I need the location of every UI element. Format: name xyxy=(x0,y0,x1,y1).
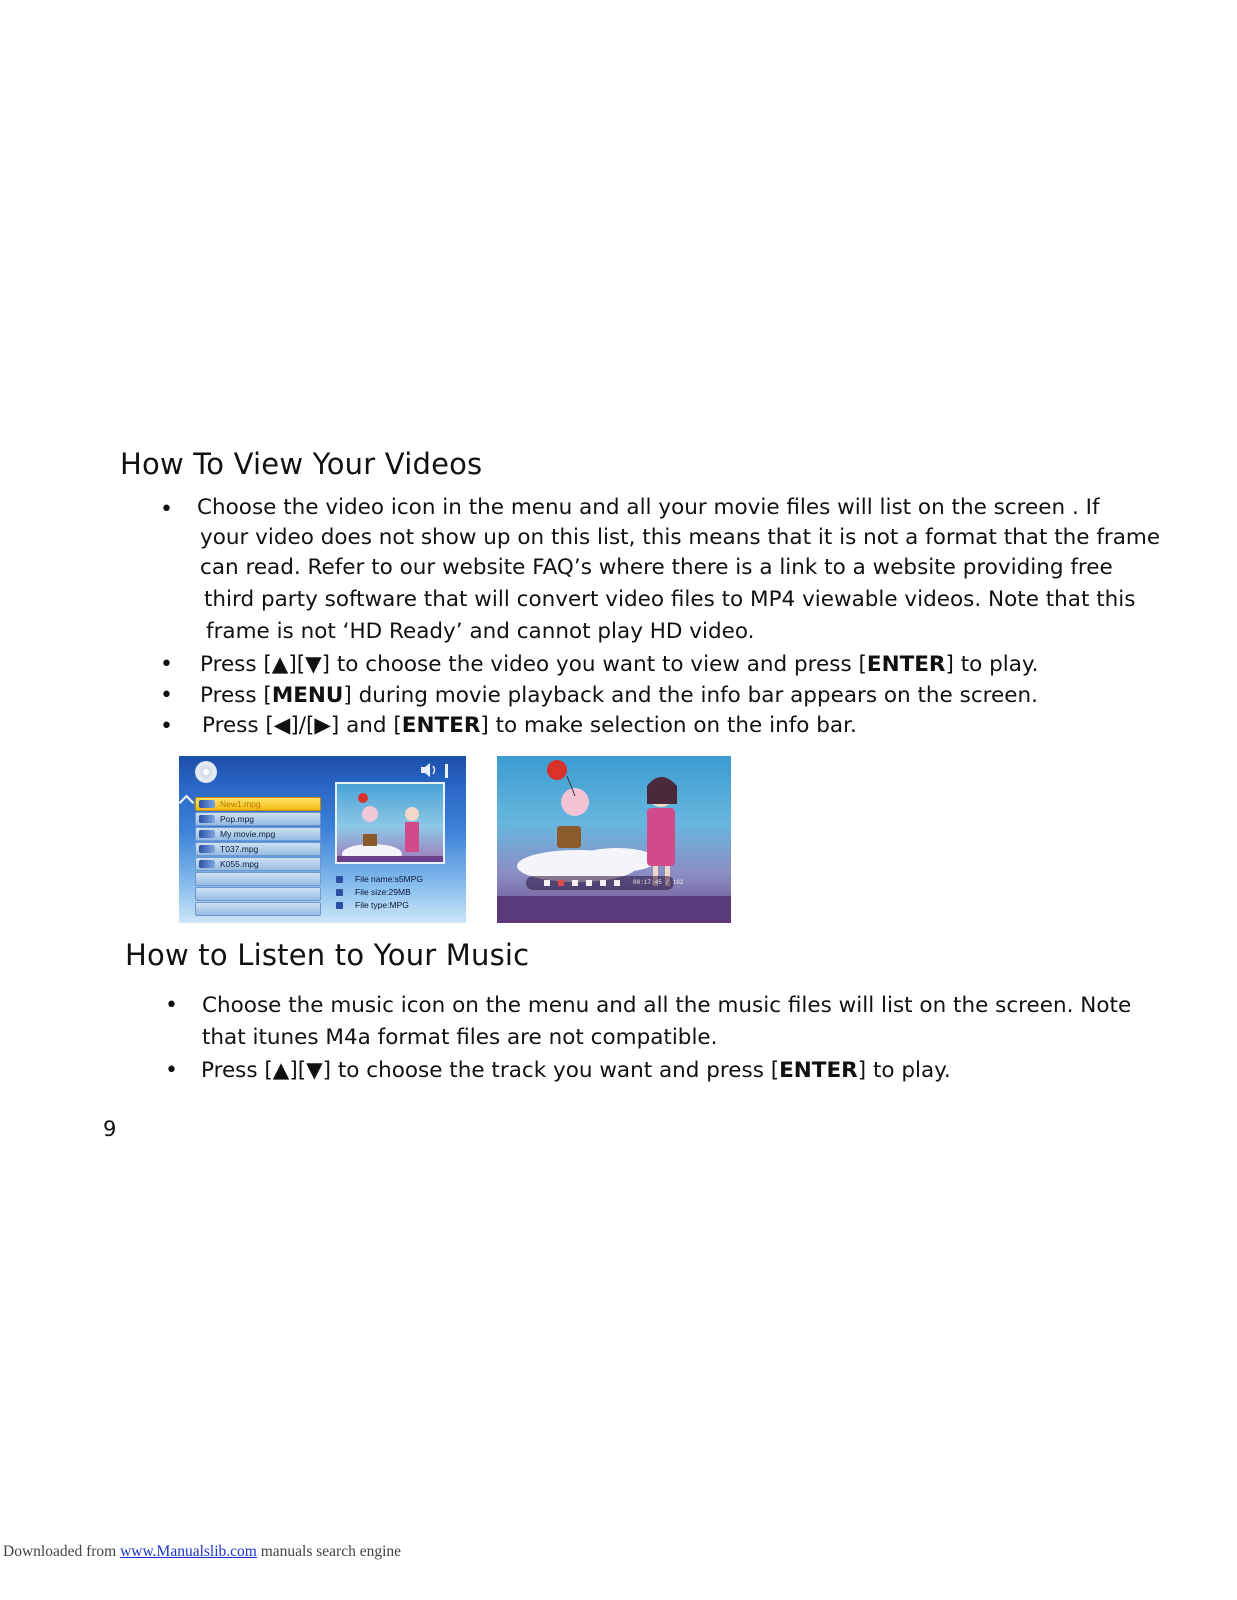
enter-key: ENTER xyxy=(779,1058,858,1083)
video-file-icon xyxy=(199,845,215,853)
video-preview-thumbnail xyxy=(335,782,445,864)
list-item xyxy=(195,902,321,916)
manualslib-link[interactable]: www.Manualslib.com xyxy=(120,1543,257,1560)
video-bullet-menu: Press [MENU] during movie playback and the info bar appears on the screen. xyxy=(200,683,1038,708)
video-text-line-2: your video does not show up on this list, this means that it is not a format that the frame xyxy=(200,525,1161,550)
menu-key: MENU xyxy=(271,683,344,708)
video-playback-screenshot xyxy=(497,756,731,923)
list-item[interactable]: T037.mpg xyxy=(195,842,321,856)
list-item xyxy=(195,887,321,901)
music-text-line-1: Choose the music icon on the menu and all the music files will list on the screen. Note xyxy=(202,993,1132,1018)
file-name-info: File name:s5MPG xyxy=(355,874,424,884)
bullet: • xyxy=(160,683,173,708)
preview-illustration xyxy=(337,784,445,864)
bullet: • xyxy=(160,714,173,739)
timecode: 00:17:45 / 102 xyxy=(633,879,684,886)
repeat-icon[interactable] xyxy=(586,880,592,886)
video-text-line-1: Choose the video icon in the menu and all your movie files will list on the screen . If xyxy=(197,495,1100,520)
video-file-icon xyxy=(199,815,215,823)
video-bullet-select: Press [◀]/[▶] and [ENTER] to make selection on the info bar. xyxy=(202,713,857,738)
video-text-line-4: third party software that will convert video files to MP4 viewable videos. Note that this xyxy=(204,587,1136,612)
info-icon xyxy=(336,902,343,909)
speaker-icon xyxy=(419,760,453,780)
video-file-icon xyxy=(199,830,215,838)
video-text-line-5: frame is not ‘HD Ready’ and cannot play HD video. xyxy=(206,619,755,644)
file-type-info: File type:MPG xyxy=(355,900,409,910)
info-icon xyxy=(336,876,343,883)
video-text-line-3: can read. Refer to our website FAQ’s where there is a link to a website providing free xyxy=(200,555,1113,580)
music-bullet-choose: Press [▲][▼] to choose the track you want and press [ENTER] to play. xyxy=(201,1058,951,1083)
video-bullet-choose: Press [▲][▼] to choose the video you want to view and press [ENTER] to play. xyxy=(200,652,1039,677)
bullet: • xyxy=(160,497,173,522)
video-file-icon xyxy=(199,860,215,868)
bullet: • xyxy=(165,993,178,1018)
list-item xyxy=(195,872,321,886)
chevron-up-icon[interactable] xyxy=(179,795,194,811)
list-item[interactable]: Pop.mpg xyxy=(195,812,321,826)
enter-key: ENTER xyxy=(866,652,946,677)
enter-key: ENTER xyxy=(401,713,481,738)
video-reel-icon xyxy=(195,761,217,783)
info-icon xyxy=(336,889,343,896)
list-item[interactable]: New1.mpg xyxy=(195,797,321,811)
file-size-info: File size:29MB xyxy=(355,887,411,897)
music-text-line-2: that itunes M4a format files are not compatible. xyxy=(202,1025,718,1050)
page-number: 9 xyxy=(103,1117,117,1141)
list-item[interactable]: My movie.mpg xyxy=(195,827,321,841)
footer: Downloaded from www.Manualslib.com manuals search engine xyxy=(3,1543,402,1560)
section-title-videos: How To View Your Videos xyxy=(120,447,483,481)
file-list xyxy=(195,797,321,917)
video-file-icon xyxy=(199,800,215,808)
playback-illustration xyxy=(497,756,731,923)
section-title-music: How to Listen to Your Music xyxy=(125,938,530,972)
bullet: • xyxy=(165,1058,178,1083)
zoom-icon[interactable] xyxy=(614,880,620,886)
bullet: • xyxy=(160,652,173,677)
prev-icon[interactable] xyxy=(544,880,550,886)
rewind-icon[interactable] xyxy=(558,880,564,886)
stop-icon[interactable] xyxy=(600,880,606,886)
list-item[interactable]: K055.mpg xyxy=(195,857,321,871)
file-browser-screenshot xyxy=(179,756,466,923)
next-icon[interactable] xyxy=(572,880,578,886)
